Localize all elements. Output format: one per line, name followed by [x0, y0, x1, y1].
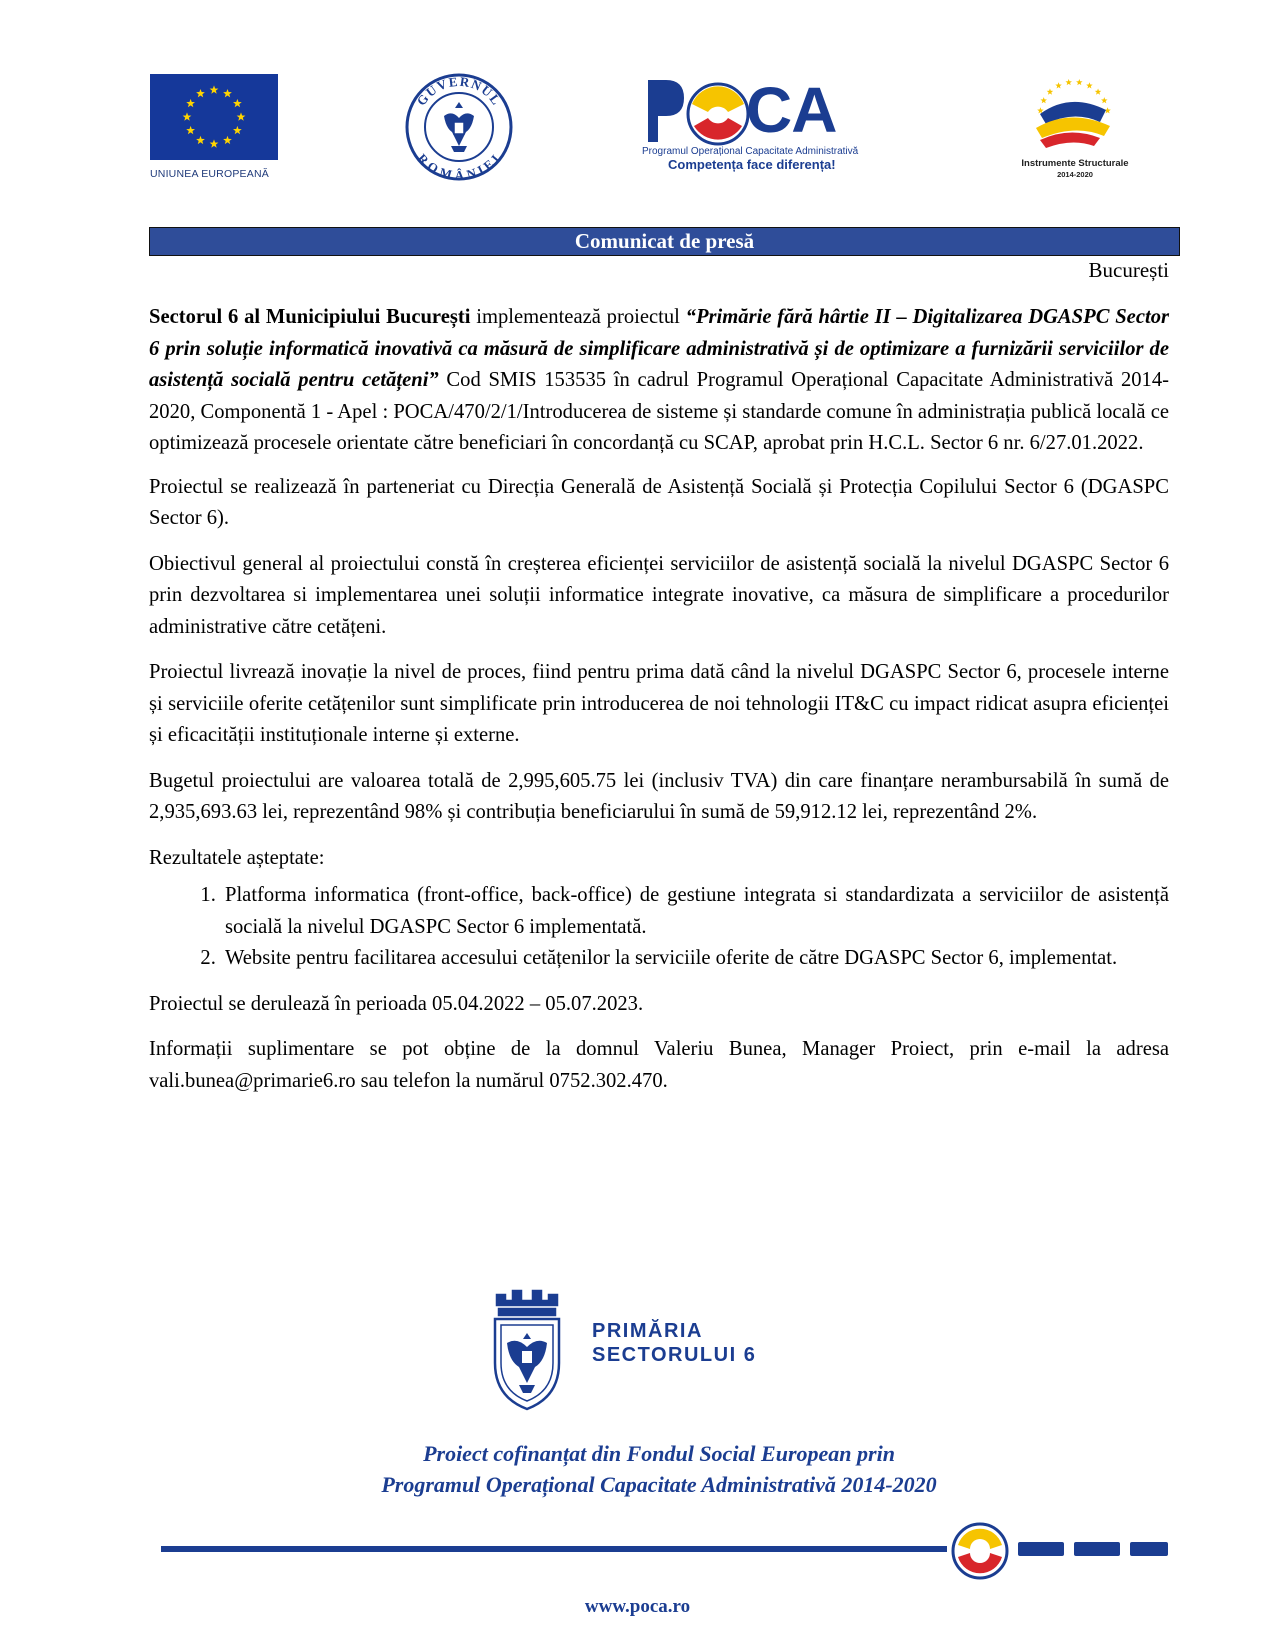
list-item: 2. Website pentru facilitarea accesului cetățenilor la serviciile oferite de către DGASPC Sector 6, implementat. [221, 943, 1169, 975]
star-icon [237, 112, 246, 120]
instrumente-structurale-years: 2014-2020 [1057, 170, 1093, 179]
instrumente-structurale-logo [1010, 74, 1140, 156]
star-icon [1065, 79, 1071, 85]
poca-wordmark-text: CA [746, 74, 837, 146]
sector-6-crest-icon [491, 1285, 563, 1412]
primaria-label-line1: PRIMĂRIA [592, 1320, 703, 1342]
star-icon [183, 112, 192, 120]
footer-dash [1018, 1542, 1064, 1556]
paragraph-budget: Bugetul proiectului are valoarea totală de 2,995,605.75 lei (inclusiv TVA) din care finanțare nerambursabilă în sumă de 2,935,693.63 lei, reprezentând 98% și contribuția beneficiarului în sumă de 59,912.12 lei, reprezentând 2%. [149, 769, 1169, 823]
eu-caption: UNIUNEA EUROPEANĂ [150, 168, 269, 180]
star-icon [1086, 82, 1092, 88]
intro-text-1: implementează proiectul [470, 306, 686, 328]
star-icon [210, 139, 219, 147]
cofinance-line-1: Proiect cofinanțat din Fondul Social European prin [423, 1441, 895, 1466]
paragraph-period: Proiectul se derulează în perioada 05.04.2022 – 05.07.2023. [149, 992, 644, 1015]
poca-slogan: Competența face diferența! [668, 157, 836, 172]
results-list [149, 880, 1169, 975]
star-icon [233, 126, 242, 134]
intro-subject: Sectorul 6 al Municipiului București [149, 306, 471, 328]
paragraph-intro [149, 302, 1169, 460]
romanian-government-logo [404, 72, 514, 182]
project-name: “Primărie fără hârtie II – Digitalizarea DGASPC Sector 6 prin soluție informatică inovativă ca măsură de simplificare administrativă și de optimizare a furnizării serviciilor de asistență socială pentru cetățeni” [149, 306, 1169, 391]
star-icon [1076, 79, 1082, 85]
star-icon [223, 136, 232, 144]
paragraph-innovation: Proiectul livrează inovație la nivel de proces, fiind pentru prima dată când la nivelul DGASPC Sector 6, procesele interne și serviciile oferite cetățenilor sunt simplificate prin introducerea de noi tehnologii IT&C cu impact ridicat asupra eficienței și eficacității instituționale interne și externe. [149, 661, 1169, 746]
instrumente-structurale-caption: Instrumente Structurale [1021, 158, 1129, 169]
star-icon [210, 85, 219, 93]
list-item: 1. Platforma informatica (front-office, back-office) de gestiune integrata si standardizata a serviciilor de asistență socială la nivelul DGASPC Sector 6 implementată. [221, 880, 1169, 943]
footer-divider [161, 1546, 947, 1552]
primaria-label-line2: SECTORULUI 6 [592, 1344, 757, 1366]
footer-dash [1130, 1542, 1168, 1556]
paragraph-contact: Informații suplimentare se pot obține de la domnul Valeriu Bunea, Manager Proiect, prin e-mail la adresa vali.bunea@primarie6.ro sau telefon la numărul 0752.302.470. [149, 1038, 1169, 1092]
star-icon [196, 89, 205, 97]
star-icon [1055, 82, 1061, 88]
eu-flag-logo [150, 74, 278, 160]
star-icon [1095, 89, 1101, 95]
star-icon [233, 99, 242, 107]
results-heading: Rezultatele așteptate: [149, 846, 325, 869]
gov-logo-bottom-text: ROMÂNIEI [414, 150, 504, 182]
eu-stars-icon [150, 74, 278, 160]
poca-website: www.poca.ro [584, 1596, 691, 1617]
press-release-title: Comunicat de presă [149, 227, 1180, 256]
intro-text-2: Cod SMIS 153535 în cadrul Programul Operațional Capacitate Administrativă 2014-2020, Componentă 1 - Apel : POCA/470/2/1/Introducerea de sisteme și standarde comune în administrația publică locală ce optimizează procesele orientate către beneficiari în concordanță cu SCAP, aprobat prin H.C.L. Sector 6 nr. 6/27.01.2022. [149, 369, 1169, 454]
paragraph-objective: Obiectivul general al proiectului constă în creșterea eficienței serviciilor de asistență socială la nivelul DGASPC Sector 6 prin dezvoltarea si implementarea unei soluții informatice integrate inovative, ca măsura de simplificare a procedurilor administrative către cetățeni. [149, 552, 1169, 638]
star-icon [186, 99, 195, 107]
star-icon [1047, 89, 1053, 95]
poca-subtitle: Programul Operațional Capacitate Administrativă [642, 146, 859, 157]
poca-circle-icon [950, 1521, 1010, 1581]
footer-dash [1074, 1542, 1120, 1556]
star-icon [1101, 97, 1107, 103]
star-icon [1040, 97, 1046, 103]
poca-wordmark [746, 70, 836, 150]
cofinance-line-2: Programul Operațional Capacitate Administrativă 2014-2020 [381, 1472, 937, 1497]
star-icon [223, 89, 232, 97]
star-icon [196, 136, 205, 144]
press-release-body [149, 302, 1169, 1111]
gov-logo-top-text: GUVERNUL [413, 73, 505, 109]
star-icon [186, 126, 195, 134]
paragraph-partnership: Proiectul se realizează în parteneriat cu Direcția Generală de Asistență Socială și Protecția Copilului Sector 6 (DGASPC Sector 6). [149, 475, 1169, 529]
city-label: București [1088, 258, 1169, 282]
